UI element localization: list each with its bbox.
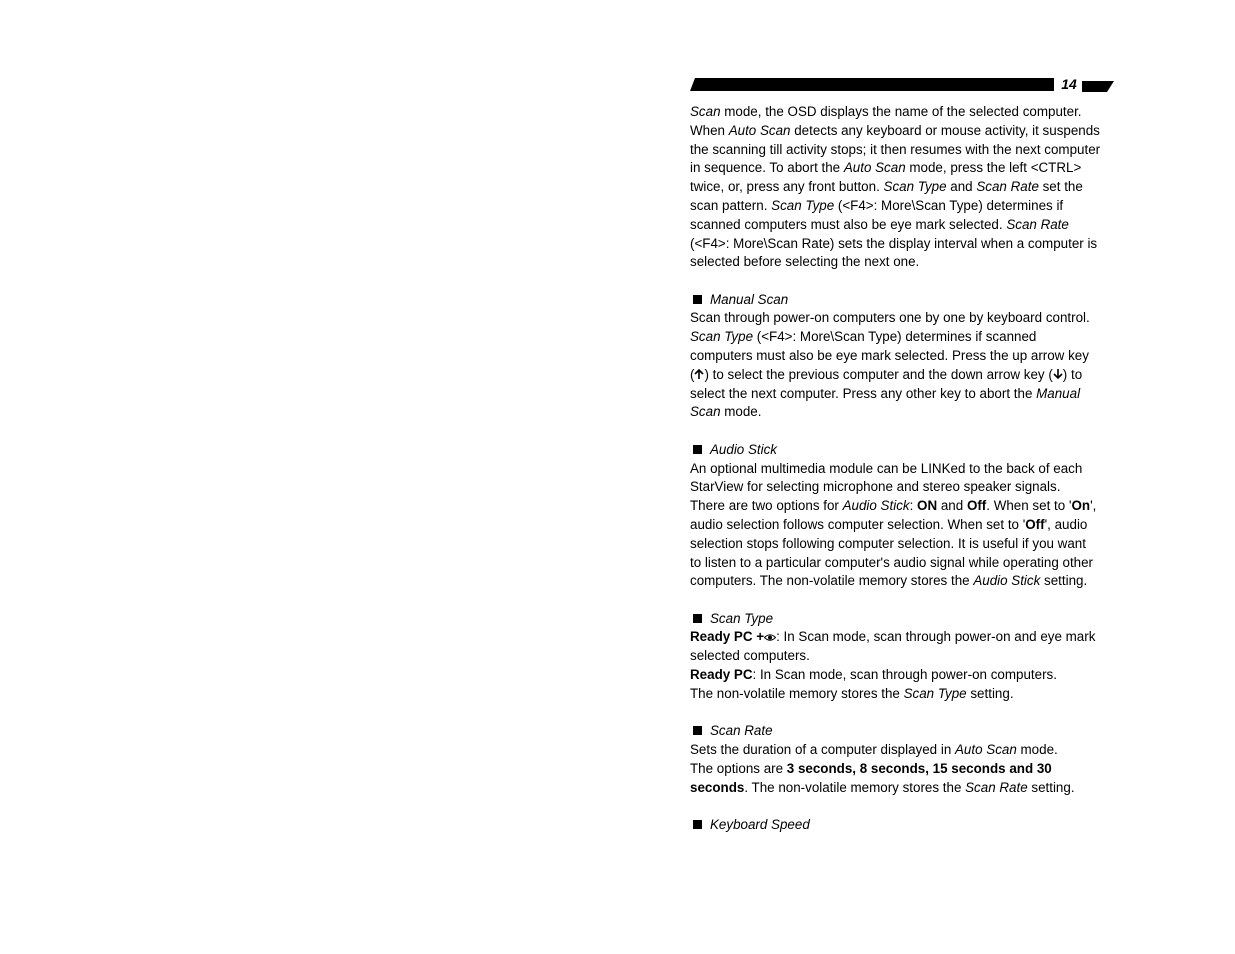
text-line [690,122,1126,141]
text-line: (<F4>: More\Scan Rate) sets the display interval when a computer is [690,235,1098,251]
text-line [690,779,1126,798]
text-run: twice, or, press any front button. [690,179,884,195]
text-line [690,159,1126,178]
paragraph-gap [690,272,1126,291]
section-title-text: Scan Rate [710,723,773,739]
section-title-text: Scan Type [710,610,774,626]
text-line: StarView for selecting microphone and stereo speaker signals. [690,479,1061,495]
intro-paragraph [690,103,1126,272]
section-audio-stick [690,441,1126,591]
text-run: mode. [720,404,762,420]
text-line [690,760,1126,779]
text-line: the scanning till activity stops; it then resumes with the next computer [690,141,1101,157]
text-run: ', audio [1044,516,1088,532]
text-run: ) to [1062,366,1083,382]
text-line: An optional multimedia module can be LINKed to the back of each [690,460,1083,476]
section-title [690,816,1126,835]
text-run: The options are [690,760,787,776]
text-line [690,103,1126,122]
text-run: mode. [1016,741,1058,757]
bold-term: Ready PC [690,667,753,683]
text-run: : In Scan mode, scan through power-on and eye mark [776,629,1096,645]
bold-term: 3 seconds, 8 seconds, 15 seconds and 30 [786,760,1052,776]
text-line: selected computers. [690,648,810,664]
section-title-text: Manual Scan [710,291,789,307]
italic-term: Scan Type [903,685,967,701]
paragraph-gap [690,591,1126,610]
italic-term: Scan Rate [1006,216,1069,232]
text-run: detects any keyboard or mouse activity, it suspends [790,122,1100,138]
bold-term: On [1071,498,1091,514]
square-bullet-icon [693,614,702,623]
section-title [690,441,1126,460]
text-line [690,197,1126,216]
text-run: mode, the OSD displays the name of the selected computer. [720,104,1082,119]
text-run: (<F4>: More\Scan Type) determines if scanned [753,329,1037,345]
text-line [690,685,1126,704]
text-run: in sequence. To abort the [690,160,844,176]
text-run: . The non-volatile memory stores the [744,779,966,795]
page-content [690,103,1126,835]
text-line [690,497,1126,516]
italic-term: Manual [1036,385,1081,401]
text-run: select the next computer. Press any other key to abort the [690,385,1037,401]
italic-term: Audio Stick [842,498,910,514]
down-arrow-icon [1053,368,1063,382]
text-run: : [909,498,918,514]
text-run: There are two options for [690,498,843,514]
text-run: computers. The non-volatile memory stores the [690,573,974,589]
text-line [690,385,1126,404]
text-run: . When set to ' [986,498,1072,514]
bold-term: ON [917,498,938,514]
text-line [690,628,1126,647]
text-run: setting. [1027,779,1075,795]
section-title-text: Audio Stick [710,441,777,457]
text-run: When [690,122,729,138]
square-bullet-icon [693,445,702,454]
italic-term: Audio Stick [973,573,1041,589]
text-run: ', [1090,498,1097,514]
text-line [690,741,1126,760]
square-bullet-icon [693,295,702,304]
text-line: to listen to a particular computer's audio signal while operating other [690,554,1094,570]
italic-term: Scan Type [883,179,947,195]
text-run: The non-volatile memory stores the [690,685,904,701]
italic-term: Scan Type [771,197,835,213]
page-header-bar [690,78,1114,94]
square-bullet-icon [693,820,702,829]
text-run: (<F4>: More\Scan Type) determines if [834,197,1064,213]
italic-term: Scan [690,404,721,420]
section-title [690,610,1126,629]
square-bullet-icon [693,726,702,735]
text-line: computers must also be eye mark selected. Press the up arrow key [690,348,1089,364]
italic-term: Scan Rate [976,179,1039,195]
bold-term: seconds [690,779,745,795]
bold-term: Off [966,498,987,514]
text-run: setting. [966,685,1014,701]
text-run: and [946,179,977,195]
section-keyboard-speed [690,816,1126,835]
italic-term: Auto Scan [728,122,791,138]
text-run: : In Scan mode, scan through power-on computers. [752,667,1057,683]
header-bar-left [690,78,1054,91]
section-title-text: Keyboard Speed [710,816,810,832]
text-line [690,666,1126,685]
text-run: audio selection follows computer selection. When set to ' [690,516,1026,532]
text-line: selected before selecting the next one. [690,254,920,270]
text-line: Scan through power-on computers one by one by keyboard control. [690,310,1090,326]
text-run: ( [690,366,695,382]
bold-term: Ready PC + [690,629,765,645]
paragraph-gap [690,797,1126,816]
italic-term: Scan Rate [965,779,1028,795]
italic-term: Auto Scan [955,741,1017,757]
bold-term: Off [1025,516,1045,532]
up-arrow-icon [694,368,704,382]
text-line [690,572,1126,591]
italic-term: Auto Scan [843,160,906,176]
paragraph-gap [690,704,1126,723]
page-number: 14 [1056,75,1082,93]
text-run: Sets the duration of a computer displayed in [690,741,955,757]
header-bar-graphic [690,78,1114,94]
text-line [690,366,1126,385]
italic-term: Scan [690,104,721,119]
text-line [690,178,1126,197]
section-title [690,722,1126,741]
italic-term: Scan Type [690,329,754,345]
section-manual-scan [690,291,1126,423]
text-run: set the [1038,179,1083,195]
text-run: scan pattern. [690,197,772,213]
section-title [690,291,1126,310]
text-run: mode, press the left <CTRL> [905,160,1082,176]
text-line [690,403,1126,422]
text-run: scanned computers must also be eye mark selected. [690,216,1007,232]
paragraph-gap [690,422,1126,441]
text-line [690,216,1126,235]
header-bar-right [1079,81,1114,92]
text-run: and [937,498,967,514]
text-line: selection stops following computer selection. It is useful if you want [690,535,1086,551]
text-run: setting. [1040,573,1088,589]
section-scan-rate [690,722,1126,797]
section-scan-type [690,610,1126,704]
text-line [690,328,1126,347]
eye-icon [764,629,776,638]
text-run: ) to select the previous computer and the down arrow key ( [704,366,1053,382]
text-line [690,516,1126,535]
